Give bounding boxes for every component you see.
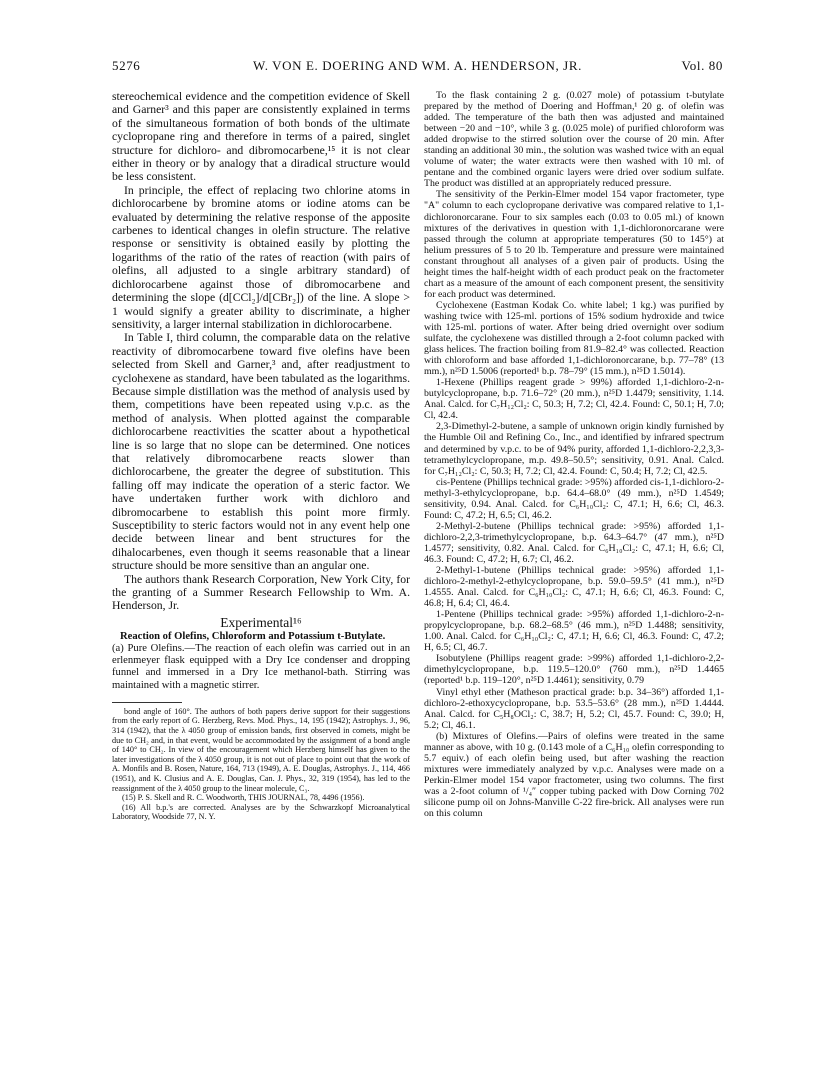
footnote: bond angle of 160°. The authors of both papers derive support for their suggestions from the early report of G. Herzberg, Revs. Mod. Phys., 14, 195 (1942); Astrophys. J., 96, 314 (1942), that the λ 4050 group of emission bands, first observed in comets, might be due to CH₂ and, in that event, would be accommodated by the assignment of a bond angle of 140° to CH₂. In view of the encouragement which Herzberg himself has given to the later investigations of the λ 4050 group, it is not out of place to point out that the work of A. Monfils and B. Rosen, Nature, 164, 713 (1949), A. E. Douglas, Astrophys. J., 114, 466 (1951), and K. Clusius and A. E. Douglas, Can. J. Phys., 32, 319 (1954), has led to the reassignment of the λ 4050 group to the linear molecule, C₃.: [112, 706, 410, 793]
footnote-divider: [112, 702, 182, 703]
left-column: [112, 90, 410, 822]
body-paragraph: In principle, the effect of replacing two chlorine atoms in dichlorocarbene by bromine atoms or iodine atoms can be evaluated by determining the relative response of the apposite carbenes to identical changes in olefin structure. The relative response or sensitivity is obtained easily by plotting the logarithms of the ratio of the rates of reaction (with pairs of olefins, all adjusted to a single arbitrary standard) of dichlorocarbene against those of dibromocarbene and determining the slope (d[CCl₂]/d[CBr₂]) of the line. A slope > 1 would signify a greater ability to discriminate, a higher sensitivity, a larger internal stabilization in dichlorocarbene.: [112, 183, 410, 331]
body-paragraph: To the flask containing 2 g. (0.027 mole) of potassium t-butylate prepared by the method of Doering and Hoffman,¹ 20 g. of olefin was added. The temperature of the bath then was adjusted and maintained between −20 and −10°, while 3 g. (0.025 mole) of purified chloroform was added dropwise to the stirred solution over the course of 20 min. After standing an additional 30 min., the solution was washed twice with an equal volume of water; the water extracts were then washed with 10 ml. of pentane and the combined organic layers were dried over sodium sulfate. The product was distilled at an appropriately reduced pressure.: [424, 90, 724, 190]
body-paragraph: Isobutylene (Phillips reagent grade: >99%) afforded 1,1-dichloro-2,2-dimethylcyclopropane, b.p. 119.5–120.0° (760 mm.), n²⁵D 1.4465 (reported¹ b.p. 119–120°, n²⁵D 1.4461); sensitivity, 0.79: [424, 653, 724, 687]
section-heading: Experimental¹⁶: [220, 614, 302, 630]
body-paragraph: 2-Methyl-2-butene (Phillips technical grade: >95%) afforded 1,1-dichloro-2,2,3-trimethylcyclopropane, b.p. 64.3–64.7° (47 mm.), n²⁵D 1.4577; sensitivity, 0.82. Anal. Calcd. for C₆H₁₀Cl₂: C, 47.1; H, 6.6; Cl, 46.3. Found: C, 47.2; H, 6.7; Cl, 46.2.: [424, 520, 724, 565]
body-paragraph: The authors thank Research Corporation, New York City, for the granting of a Summer Research Fellowship to Wm. A. Henderson, Jr.: [112, 572, 410, 613]
footnote: (16) All b.p.'s are corrected. Analyses are by the Schwarzkopf Microanalytical Laboratory, Woodside 77, N. Y.: [112, 802, 410, 822]
body-paragraph: 2,3-Dimethyl-2-butene, a sample of unknown origin kindly furnished by the Humble Oil and Refining Co., Inc., and identified by infrared spectrum and determined by v.p.c. to be of 94% purity, afforded 1,1-dichloro-2,2,3,3-tetramethylcyclopropane, m.p. 49.8–50.5°; sensitivity, 0.91. Anal. Calcd. for C₇H₁₂Cl₂: C, 50.3; H, 7.2; Cl, 42.4. Found: C, 50.4; H, 7.2; Cl, 42.5.: [424, 421, 724, 477]
body-paragraph: Vinyl ethyl ether (Matheson practical grade: b.p. 34–36°) afforded 1,1-dichloro-2-ethoxycyclopropane, b.p. 53.5–53.6° (28 mm.), n²⁵D 1.4444. Anal. Calcd. for C₅H₈OCl₂: C, 38.7; H, 5.2; Cl, 45.7. Found: C, 39.0; H, 5.2; Cl, 46.1.: [424, 686, 724, 731]
body-paragraph: cis-Pentene (Phillips technical grade: >95%) afforded cis-1,1-dichloro-2-methyl-3-ethylcyclopropane, b.p. 64.4–68.0° (49 mm.), n²⁵D 1.4549; sensitivity, 0.94. Anal. Calcd. for C₆H₁₀Cl₂: C, 47.1; H, 6.6; Cl, 46.3. Found: C, 47.2; H, 6.5; Cl, 46.2.: [424, 476, 724, 521]
body-paragraph: Cyclohexene (Eastman Kodak Co. white label; 1 kg.) was purified by washing twice with 125-ml. portions of 15% sodium hydroxide and twice with 125-ml. portions of water. After being dried overnight over sodium sulfate, the cyclohexene was distilled through a 2-foot column packed with glass helices. The fraction boiling from 81.9–82.4° was collected. Reaction with chloroform and base afforded 1,1-dichloronorcarane, b.p. 77–78° (13 mm.), n²⁵D 1.5006 (reported¹ b.p. 78–79° (15 mm.), n²⁵D 1.5014).: [424, 299, 724, 378]
body-paragraph: 2-Methyl-1-butene (Phillips technical grade: >95%) afforded 1,1-dichloro-2-methyl-2-ethylcyclopropane, b.p. 59.0–59.5° (41 mm.), n²⁵D 1.4555. Anal. Calcd. for C₆H₁₀Cl₂: C, 47.1; H, 6.6; Cl, 46.3. Found: C, 46.8; H, 6.4; Cl, 46.4.: [424, 565, 724, 610]
body-paragraph: The sensitivity of the Perkin-Elmer model 154 vapor fractometer, type "A" column to each cyclopropane derivative was compared relative to 1,1-dichloronorcarane. Four to six samples each (0.03 to 0.05 ml.) of known mixtures of the derivatives in question with 1,1-dichloronorcarane were passed through the column at appropriate temperatures (50 to 145°) at helium pressures of 5 to 20 lb. Temperature and pressure were maintained constant throughout all analyses of a given pair of products. Using the height times the half-height width of each product peak on the fractometer chart as a measure of the amount of each component present, the sensitivity for each product was determined.: [424, 189, 724, 300]
body-paragraph: stereochemical evidence and the competition evidence of Skell and Garner³ and this paper are consistently explained in terms of the simultaneous formation of both bonds of the ultimate cyclopropane ring and therefore in terms of a paired, singlet structure for dichloro- and dibromocarbene,¹⁵ it is not clear either in theory or by analogy that a diradical structure would be less consistent.: [112, 90, 410, 184]
subsection-heading: Reaction of Olefins, Chloroform and Potassium t-Butylate.: [120, 630, 386, 642]
body-paragraph: 1-Pentene (Phillips technical grade: >95%) afforded 1,1-dichloro-2-n-propylcyclopropane, b.p. 68.2–68.5° (46 mm.), n²⁵D 1.4488; sensitivity, 1.00. Anal. Calcd. for C₆H₁₀Cl₂: C, 47.1; H, 6.6; Cl, 46.3. Found: C, 47.2; H, 6.5; Cl, 46.7.: [424, 609, 724, 654]
page-number: 5276: [112, 58, 141, 73]
footnote: (15) P. S. Skell and R. C. Woodworth, THIS JOURNAL, 78, 4496 (1956).: [122, 793, 365, 803]
body-paragraph: 1-Hexene (Phillips reagent grade > 99%) afforded 1,1-dichloro-2-n-butylcyclopropane, b.p. 71.6–72° (20 mm.), n²⁵D 1.4479; sensitivity, 1.14. Anal. Calcd. for C₇H₁₂Cl₂: C, 50.3; H, 7.2; Cl, 42.4. Found: C, 50.1; H, 7.0; Cl, 42.4.: [424, 377, 724, 422]
body-paragraph: In Table I, third column, the comparable data on the relative reactivity of dibromocarbene toward five olefins have been selected from Skell and Garner,³ and, after readjustment to cyclohexene as standard, have been tabulated as the logarithms. Because simple distillation was the method of analysis used by them, competitions have been repeated using v.p.c. as the method of analysis. When plotted against the comparable dichlorocarbene reactivities the scatter about a hypothetical line is so large that no slope can be determined. One notices that relatively dibromocarbene reacts slower than dichlorocarbene, the greater the degree of substitution. This falling off may indicate the operation of a steric factor. We have undertaken further work with dichloro and dibromocarbene to establish this point more firmly. Susceptibility to steric factors would not in any event help one decide between linear and bent structures for the dihalocarbenes, even though it seems reasonable that a linear structure should be more sensitive than an angular one.: [112, 331, 410, 573]
subsection-paragraph: (a) Pure Olefins.—The reaction of each olefin was carried out in an erlenmeyer flask equipped with a Dry Ice condenser and dropping funnel and immersed in a Dry Ice methanol-bath. Stirring was maintained with a magnetic stirrer.: [112, 643, 410, 691]
body-paragraph: (b) Mixtures of Olefins.—Pairs of olefins were treated in the same manner as above, with 10 g. (0.143 mole of a C₆H₁₀ olefin corresponding to 5.7 equiv.) of each olefin being used, but after washing the reaction mixtures were immediately analyzed by v.p.c. Analyses were made on a Perkin-Elmer model 154 vapor fractometer, using two columns. The first was a 2-foot column of ¹/₄″ copper tubing packed with Dow Corning 702 silicone pump oil on Johns-Manville C-22 fire-brick. All analyses were run on this column: [424, 730, 724, 820]
right-column: [424, 90, 724, 819]
volume-label: Vol. 80: [681, 58, 723, 73]
running-title: W. VON E. DOERING AND WM. A. HENDERSON, JR.: [253, 58, 582, 73]
running-header: [112, 58, 723, 74]
